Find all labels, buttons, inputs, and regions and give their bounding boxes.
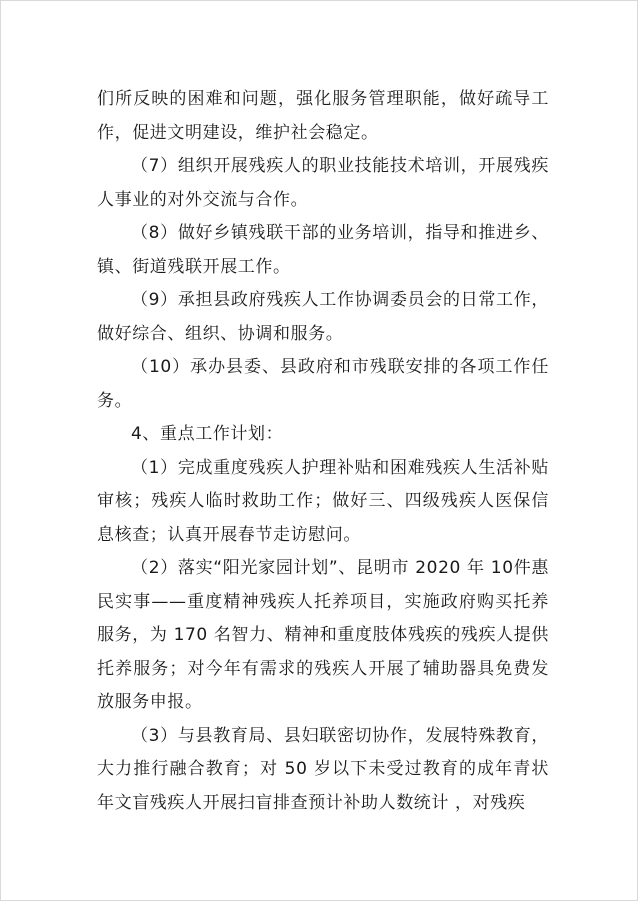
document-body	[97, 83, 549, 820]
paragraph-item-7: （7）组织开展残疾人的职业技能技术培训，开展残疾人事业的对外交流与合作。	[97, 156, 549, 210]
paragraph-item-10: （10）承办县委、县政府和市残联安排的各项工作任务。	[97, 357, 549, 411]
paragraph-item-9: （9）承担县政府残疾人工作协调委员会的日常工作，做好综合、组织、协调和服务。	[97, 290, 549, 344]
section-heading-key-work-plan: 4、重点工作计划：	[131, 424, 284, 444]
paragraph-plan-3: （3）与县教育局、县妇联密切协作，发展特殊教育，大力推行融合教育；对 50 岁以下未受过教育的成年青状年文盲残疾人开展扫盲排查预计补助人数统计 ，对残疾	[97, 725, 549, 813]
paragraph-item-8: （8）做好乡镇残联干部的业务培训，指导和推进乡、镇、街道残联开展工作。	[97, 223, 549, 277]
paragraph-continuation: 们所反映的困难和问题，强化服务管理职能，做好疏导工作，促进文明建设，维护社会稳定。	[97, 89, 549, 143]
paragraph-plan-2: （2）落实“阳光家园计划”、昆明市 2020 年 10件惠民实事——重度精神残疾人托养项目，实施政府购买托养服务，为 170 名智力、精神和重度肢体残疾的残疾人提供托养服务；对今年有需求的残疾人开展了辅助器具免费发放服务申报。	[97, 558, 549, 712]
paragraph-plan-1: （1）完成重度残疾人护理补贴和困难残疾人生活补贴审核；残疾人临时救助工作；做好三、四级残疾人医保信息核查；认真开展春节走访慰问。	[97, 457, 549, 545]
